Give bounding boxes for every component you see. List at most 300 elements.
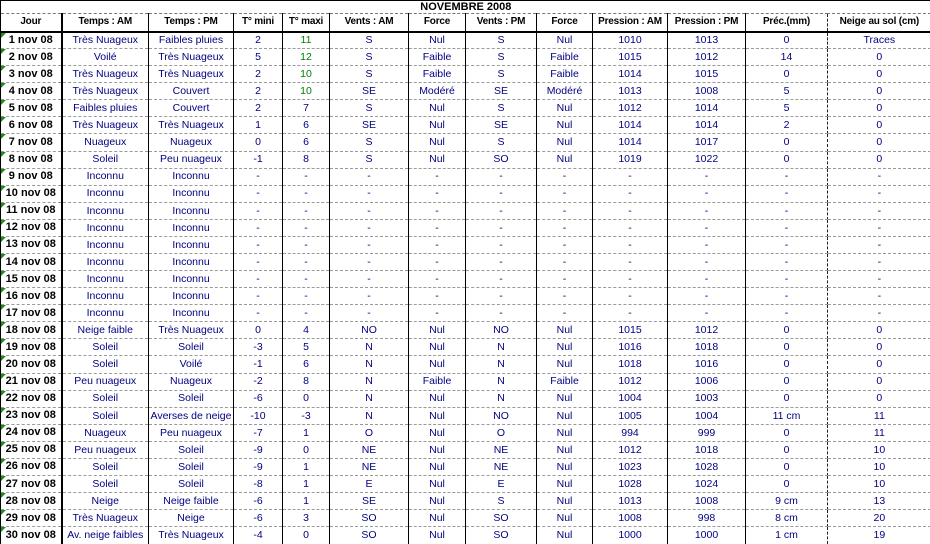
note-indicator-icon: [1, 66, 6, 71]
cell-force-pm: -: [537, 185, 593, 202]
note-indicator-icon: [1, 254, 6, 259]
cell-temps-pm: Soleil: [149, 476, 234, 493]
cell-precipitation: 0: [746, 32, 828, 49]
cell-force-pm: Nul: [537, 441, 593, 458]
cell-t-mini: -3: [234, 339, 283, 356]
cell-vents-pm: SO: [466, 151, 537, 168]
cell-force-pm: -: [537, 288, 593, 305]
date-label: 4 nov 08: [8, 84, 53, 97]
cell-temps-am: Soleil: [62, 476, 149, 493]
date-label: 26 nov 08: [5, 460, 56, 473]
cell-neige-au-sol: 0: [828, 83, 930, 100]
cell-pression-am: 1013: [593, 493, 668, 510]
table-row: [1, 117, 930, 134]
cell-vents-am: S: [330, 100, 409, 117]
cell-force-pm: Nul: [537, 100, 593, 117]
note-indicator-icon: [1, 33, 6, 38]
date-cell: [1, 168, 62, 185]
cell-vents-pm: N: [466, 339, 537, 356]
cell-vents-am: N: [330, 407, 409, 424]
cell-pression-pm: 1015: [668, 66, 746, 83]
cell-force-pm: -: [537, 271, 593, 288]
cell-pression-pm: 1017: [668, 134, 746, 151]
note-indicator-icon: [1, 152, 6, 157]
date-cell: [1, 83, 62, 100]
cell-precipitation: 0: [746, 441, 828, 458]
cell-t-mini: -2: [234, 373, 283, 390]
note-indicator-icon: [1, 237, 6, 242]
cell-force-am: Nul: [409, 151, 466, 168]
cell-pression-am: 1016: [593, 339, 668, 356]
cell-vents-am: -: [330, 236, 409, 253]
cell-force-pm: Faible: [537, 66, 593, 83]
cell-t-mini: 0: [234, 134, 283, 151]
date-label: 10 nov 08: [5, 187, 56, 200]
cell-t-mini: -1: [234, 151, 283, 168]
table-row: [1, 100, 930, 117]
date-cell: [1, 476, 62, 493]
cell-temps-pm: Très Nuageux: [149, 66, 234, 83]
cell-force-am: Nul: [409, 390, 466, 407]
cell-vents-pm: -: [466, 236, 537, 253]
cell-vents-am: -: [330, 254, 409, 271]
cell-pression-pm: 1018: [668, 441, 746, 458]
cell-vents-pm: S: [466, 493, 537, 510]
cell-temps-am: Très Nuageux: [62, 117, 149, 134]
cell-pression-am: 1004: [593, 390, 668, 407]
cell-force-am: Nul: [409, 424, 466, 441]
cell-t-mini: -6: [234, 510, 283, 527]
cell-neige-au-sol: 0: [828, 117, 930, 134]
column-header-pression-pm: Pression : PM: [668, 14, 746, 32]
cell-force-pm: Nul: [537, 527, 593, 544]
cell-t-maxi: -: [283, 236, 330, 253]
cell-neige-au-sol: -: [828, 271, 930, 288]
cell-vents-pm: NO: [466, 407, 537, 424]
cell-precipitation: 0: [746, 373, 828, 390]
cell-temps-am: Soleil: [62, 151, 149, 168]
cell-vents-pm: N: [466, 390, 537, 407]
cell-vents-pm: S: [466, 49, 537, 66]
cell-t-mini: -8: [234, 476, 283, 493]
cell-temps-pm: Inconnu: [149, 271, 234, 288]
cell-temps-am: Inconnu: [62, 288, 149, 305]
cell-t-maxi: 12: [283, 49, 330, 66]
column-header-vents-pm: Vents : PM: [466, 14, 537, 32]
table-row: [1, 493, 930, 510]
table-row: [1, 527, 930, 544]
date-cell: [1, 185, 62, 202]
cell-pression-am: 1014: [593, 66, 668, 83]
cell-precipitation: 1 cm: [746, 527, 828, 544]
note-indicator-icon: [1, 425, 6, 430]
cell-temps-am: Soleil: [62, 407, 149, 424]
cell-force-am: Nul: [409, 407, 466, 424]
cell-force-am: Faible: [409, 49, 466, 66]
cell-t-mini: -1: [234, 356, 283, 373]
cell-pression-am: -: [593, 271, 668, 288]
cell-vents-am: NO: [330, 322, 409, 339]
cell-neige-au-sol: 10: [828, 458, 930, 475]
cell-t-maxi: 10: [283, 66, 330, 83]
column-header-precipitation: Préc.(mm): [746, 14, 828, 32]
cell-vents-am: SO: [330, 527, 409, 544]
cell-t-mini: -: [234, 305, 283, 322]
column-header-t-maxi: T° maxi: [283, 14, 330, 32]
cell-force-am: Modéré: [409, 83, 466, 100]
cell-pression-pm: 999: [668, 424, 746, 441]
cell-force-am: Nul: [409, 134, 466, 151]
date-label: 14 nov 08: [5, 255, 56, 268]
cell-vents-am: -: [330, 305, 409, 322]
cell-vents-am: S: [330, 32, 409, 49]
cell-neige-au-sol: -: [828, 202, 930, 219]
date-label: 29 nov 08: [5, 511, 56, 524]
cell-temps-am: Très Nuageux: [62, 83, 149, 100]
header-row: [1, 14, 930, 32]
cell-neige-au-sol: 0: [828, 151, 930, 168]
date-label: 15 nov 08: [5, 272, 56, 285]
cell-t-maxi: 6: [283, 356, 330, 373]
date-label: 17 nov 08: [5, 306, 56, 319]
cell-precipitation: 11 cm: [746, 407, 828, 424]
column-header-pression-am: Pression : AM: [593, 14, 668, 32]
cell-t-mini: -: [234, 254, 283, 271]
cell-pression-pm: -: [668, 271, 746, 288]
cell-neige-au-sol: 0: [828, 390, 930, 407]
date-label: 3 nov 08: [8, 67, 53, 80]
cell-vents-pm: S: [466, 134, 537, 151]
cell-force-am: -: [409, 305, 466, 322]
cell-pression-pm: -: [668, 236, 746, 253]
table-row: [1, 236, 930, 253]
date-cell: [1, 254, 62, 271]
note-indicator-icon: [1, 408, 6, 413]
title-row: [1, 1, 930, 14]
cell-pression-am: 1012: [593, 100, 668, 117]
cell-vents-am: S: [330, 49, 409, 66]
cell-neige-au-sol: -: [828, 305, 930, 322]
date-label: 18 nov 08: [5, 323, 56, 336]
cell-temps-pm: Inconnu: [149, 305, 234, 322]
cell-temps-am: Soleil: [62, 339, 149, 356]
cell-precipitation: 0: [746, 458, 828, 475]
column-header-vents-am: Vents : AM: [330, 14, 409, 32]
cell-vents-am: E: [330, 476, 409, 493]
cell-pression-am: -: [593, 219, 668, 236]
cell-pression-pm: 1013: [668, 32, 746, 49]
table-row: [1, 305, 930, 322]
cell-t-maxi: -: [283, 168, 330, 185]
cell-pression-pm: 1012: [668, 49, 746, 66]
date-cell: [1, 339, 62, 356]
cell-vents-pm: S: [466, 66, 537, 83]
cell-neige-au-sol: 0: [828, 66, 930, 83]
cell-pression-am: 1000: [593, 527, 668, 544]
cell-precipitation: -: [746, 168, 828, 185]
cell-neige-au-sol: -: [828, 254, 930, 271]
cell-force-pm: Nul: [537, 493, 593, 510]
date-label: 16 nov 08: [5, 289, 56, 302]
cell-t-maxi: 1: [283, 476, 330, 493]
cell-temps-pm: Inconnu: [149, 185, 234, 202]
note-indicator-icon: [1, 134, 6, 139]
cell-pression-am: 1010: [593, 32, 668, 49]
date-label: 23 nov 08: [5, 409, 56, 422]
table-row: [1, 185, 930, 202]
cell-t-maxi: 1: [283, 424, 330, 441]
cell-temps-pm: Inconnu: [149, 219, 234, 236]
cell-t-mini: -: [234, 236, 283, 253]
cell-t-mini: -10: [234, 407, 283, 424]
table-row: [1, 168, 930, 185]
cell-temps-am: Neige: [62, 493, 149, 510]
table-row: [1, 271, 930, 288]
cell-vents-am: -: [330, 219, 409, 236]
date-cell: [1, 458, 62, 475]
cell-pression-pm: 1028: [668, 458, 746, 475]
cell-t-mini: 2: [234, 83, 283, 100]
note-indicator-icon: [1, 220, 6, 225]
cell-precipitation: 0: [746, 424, 828, 441]
date-label: 20 nov 08: [5, 358, 56, 371]
cell-force-am: Nul: [409, 476, 466, 493]
cell-temps-am: Inconnu: [62, 219, 149, 236]
note-indicator-icon: [1, 339, 6, 344]
cell-pression-am: 1005: [593, 407, 668, 424]
cell-vents-pm: N: [466, 356, 537, 373]
note-indicator-icon: [1, 117, 6, 122]
cell-force-pm: Nul: [537, 390, 593, 407]
cell-neige-au-sol: Traces: [828, 32, 930, 49]
cell-pression-am: -: [593, 202, 668, 219]
cell-precipitation: 8 cm: [746, 510, 828, 527]
cell-vents-am: -: [330, 271, 409, 288]
cell-vents-am: SE: [330, 117, 409, 134]
cell-temps-am: Inconnu: [62, 236, 149, 253]
cell-vents-pm: S: [466, 100, 537, 117]
cell-temps-am: Faibles pluies: [62, 100, 149, 117]
cell-precipitation: 0: [746, 339, 828, 356]
cell-pression-am: 994: [593, 424, 668, 441]
cell-temps-am: Inconnu: [62, 254, 149, 271]
cell-t-maxi: 0: [283, 527, 330, 544]
cell-force-pm: Nul: [537, 134, 593, 151]
table-row: [1, 49, 930, 66]
cell-temps-pm: Soleil: [149, 339, 234, 356]
cell-temps-am: Soleil: [62, 356, 149, 373]
cell-t-mini: -: [234, 168, 283, 185]
cell-pression-am: 1015: [593, 322, 668, 339]
cell-temps-am: Nuageux: [62, 134, 149, 151]
date-cell: [1, 493, 62, 510]
cell-pression-pm: -: [668, 288, 746, 305]
cell-temps-pm: Soleil: [149, 390, 234, 407]
cell-temps-am: Inconnu: [62, 305, 149, 322]
cell-pression-am: 1013: [593, 83, 668, 100]
cell-force-am: -: [409, 271, 466, 288]
table-row: [1, 407, 930, 424]
cell-neige-au-sol: 10: [828, 441, 930, 458]
table-row: [1, 441, 930, 458]
cell-temps-pm: Inconnu: [149, 236, 234, 253]
date-label: 22 nov 08: [5, 392, 56, 405]
cell-force-pm: Nul: [537, 458, 593, 475]
cell-vents-pm: -: [466, 219, 537, 236]
cell-vents-pm: E: [466, 476, 537, 493]
cell-force-am: Nul: [409, 100, 466, 117]
note-indicator-icon: [1, 493, 6, 498]
note-indicator-icon: [1, 169, 6, 174]
cell-temps-am: Soleil: [62, 458, 149, 475]
cell-t-maxi: 1: [283, 493, 330, 510]
cell-t-maxi: 6: [283, 134, 330, 151]
cell-vents-pm: -: [466, 305, 537, 322]
cell-vents-am: NE: [330, 458, 409, 475]
cell-precipitation: 14: [746, 49, 828, 66]
cell-t-maxi: 0: [283, 390, 330, 407]
cell-t-maxi: 0: [283, 441, 330, 458]
date-label: 19 nov 08: [5, 340, 56, 353]
cell-neige-au-sol: 0: [828, 339, 930, 356]
cell-force-pm: Nul: [537, 476, 593, 493]
cell-force-am: Nul: [409, 493, 466, 510]
date-label: 2 nov 08: [8, 50, 53, 63]
cell-t-mini: 2: [234, 66, 283, 83]
cell-t-mini: 1: [234, 117, 283, 134]
table-row: [1, 151, 930, 168]
date-cell: [1, 66, 62, 83]
date-cell: [1, 288, 62, 305]
cell-force-pm: Nul: [537, 356, 593, 373]
cell-force-pm: Faible: [537, 49, 593, 66]
cell-pression-am: 1028: [593, 476, 668, 493]
note-indicator-icon: [1, 322, 6, 327]
cell-t-mini: -: [234, 185, 283, 202]
date-label: 13 nov 08: [5, 238, 56, 251]
cell-t-mini: 2: [234, 32, 283, 49]
table-row: [1, 254, 930, 271]
cell-vents-pm: -: [466, 254, 537, 271]
cell-pression-am: 1015: [593, 49, 668, 66]
cell-t-maxi: -: [283, 271, 330, 288]
cell-precipitation: 0: [746, 151, 828, 168]
cell-precipitation: -: [746, 288, 828, 305]
cell-pression-pm: -: [668, 254, 746, 271]
date-label: 7 nov 08: [8, 136, 53, 148]
cell-temps-pm: Soleil: [149, 441, 234, 458]
cell-neige-au-sol: -: [828, 219, 930, 236]
cell-pression-pm: 1004: [668, 407, 746, 424]
cell-force-am: Nul: [409, 339, 466, 356]
cell-temps-pm: Inconnu: [149, 168, 234, 185]
cell-neige-au-sol: 0: [828, 100, 930, 117]
cell-neige-au-sol: -: [828, 236, 930, 253]
cell-precipitation: 9 cm: [746, 493, 828, 510]
cell-force-am: -: [409, 254, 466, 271]
cell-temps-pm: Soleil: [149, 458, 234, 475]
cell-vents-pm: -: [466, 288, 537, 305]
cell-force-am: Nul: [409, 510, 466, 527]
cell-temps-pm: Faibles pluies: [149, 32, 234, 49]
date-label: 28 nov 08: [5, 494, 56, 507]
cell-vents-pm: -: [466, 168, 537, 185]
cell-t-mini: -: [234, 202, 283, 219]
cell-precipitation: 5: [746, 100, 828, 117]
date-cell: [1, 100, 62, 117]
cell-force-pm: Modéré: [537, 83, 593, 100]
cell-precipitation: -: [746, 305, 828, 322]
table-row: [1, 322, 930, 339]
cell-force-pm: -: [537, 236, 593, 253]
cell-pression-pm: 1003: [668, 390, 746, 407]
cell-neige-au-sol: 0: [828, 134, 930, 151]
cell-t-mini: -9: [234, 441, 283, 458]
cell-t-maxi: -: [283, 202, 330, 219]
cell-temps-pm: Peu nuageux: [149, 151, 234, 168]
table-row: [1, 202, 930, 219]
cell-t-mini: -: [234, 219, 283, 236]
cell-neige-au-sol: 0: [828, 322, 930, 339]
cell-pression-pm: -: [668, 202, 746, 219]
cell-vents-am: -: [330, 168, 409, 185]
cell-vents-am: S: [330, 151, 409, 168]
cell-t-maxi: 8: [283, 151, 330, 168]
cell-vents-pm: SE: [466, 83, 537, 100]
cell-vents-am: S: [330, 134, 409, 151]
date-cell: [1, 510, 62, 527]
cell-pression-pm: 1024: [668, 476, 746, 493]
cell-force-pm: Nul: [537, 510, 593, 527]
cell-force-am: -: [409, 202, 466, 219]
cell-t-mini: -: [234, 288, 283, 305]
cell-force-pm: Faible: [537, 373, 593, 390]
cell-temps-am: Neige faible: [62, 322, 149, 339]
cell-pression-pm: -: [668, 168, 746, 185]
table-title: NOVEMBRE 2008: [1, 1, 930, 14]
note-indicator-icon: [1, 83, 6, 88]
cell-pression-am: 1012: [593, 373, 668, 390]
cell-pression-am: 1014: [593, 117, 668, 134]
note-indicator-icon: [1, 442, 6, 447]
cell-force-pm: -: [537, 168, 593, 185]
cell-precipitation: 0: [746, 356, 828, 373]
date-cell: [1, 322, 62, 339]
table-row: [1, 356, 930, 373]
cell-pression-pm: -: [668, 219, 746, 236]
table-row: [1, 390, 930, 407]
cell-vents-am: N: [330, 373, 409, 390]
cell-t-mini: 5: [234, 49, 283, 66]
cell-pression-am: -: [593, 288, 668, 305]
cell-pression-pm: 1022: [668, 151, 746, 168]
cell-t-maxi: 10: [283, 83, 330, 100]
cell-temps-am: Très Nuageux: [62, 510, 149, 527]
cell-vents-am: O: [330, 424, 409, 441]
cell-vents-am: SE: [330, 83, 409, 100]
column-header-force-pm: Force: [537, 14, 593, 32]
table-row: [1, 458, 930, 475]
cell-precipitation: -: [746, 185, 828, 202]
cell-precipitation: 2: [746, 117, 828, 134]
cell-temps-am: Av. neige faibles: [62, 527, 149, 544]
cell-pression-pm: 1018: [668, 339, 746, 356]
cell-force-am: -: [409, 236, 466, 253]
table-row: [1, 219, 930, 236]
cell-pression-pm: -: [668, 185, 746, 202]
cell-t-mini: -6: [234, 493, 283, 510]
column-header-neige-au-sol: Neige au sol (cm): [828, 14, 930, 32]
